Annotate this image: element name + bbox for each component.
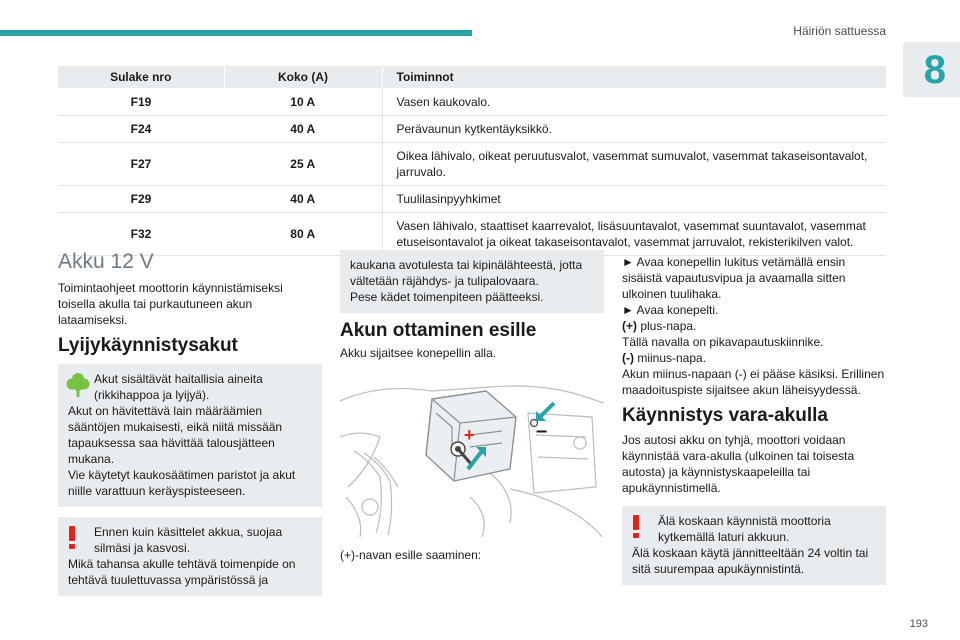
fuse-number: F32 [58, 212, 224, 255]
fuse-number: F29 [58, 185, 224, 212]
plus-terminal-mark: + [464, 425, 475, 445]
jump-warning-line2: Älä koskaan käytä jännitteeltään 24 voltin tai sitä suurempaa apukäynnistintä. [632, 546, 869, 576]
warning-line1: Ennen kuin käsittelet akkua, suojaa silmäsi ja kasvosi. [94, 525, 283, 555]
step-open-bonnet: ► Avaa konepelti. [622, 303, 719, 317]
access-battery-heading: Akun ottaminen esille [340, 320, 537, 341]
environment-line2: Akut on hävitettävä lain määräämien sääntöjen mukaisesti, eikä niitä missään tapauksessa saa hävittää talousjätteen mukana. [68, 404, 283, 466]
column-header: Toiminnot [382, 66, 886, 88]
jump-warning-line1: Älä koskaan käynnistä moottoria kytkemällä laturi akkuun. [658, 514, 831, 544]
table-row [58, 88, 886, 115]
fuse-table [58, 66, 886, 256]
fuse-number: F19 [58, 88, 224, 115]
column-header: Koko (A) [224, 66, 382, 88]
environment-note [58, 364, 322, 507]
warning-icon [630, 513, 642, 539]
minus-label: (-) [622, 351, 634, 365]
fuse-number: F24 [58, 115, 224, 142]
warning-line2: Mikä tahansa akulle tehtävä toimenpide on tehtävä tuulettuvassa ympäristössä ja [68, 557, 296, 587]
warning-continued-line1: kaukana avotulesta tai kipinälähteestä, jotta vältetään räjähdys- ja tulipalovaara. [350, 258, 583, 288]
minus-terminal-mark: – [536, 420, 548, 442]
warning-note [58, 517, 322, 596]
environment-line3: Vie käytetyt kaukosäätimen paristot ja akut niille varattuun keräyspisteeseen. [68, 468, 296, 498]
right-column [622, 254, 886, 585]
battery-heading: Akku 12 V [58, 250, 154, 273]
fuse-function: Tuulilasinpyyhkimet [382, 185, 886, 212]
fuse-size: 80 A [224, 212, 382, 255]
warning-icon [66, 524, 78, 550]
battery-illustration [340, 377, 604, 537]
left-column [58, 250, 322, 596]
middle-column [340, 250, 604, 563]
table-header-row [58, 66, 886, 88]
environment-line1: Akut sisältävät haitallisia aineita (rikkihappoa ja lyijyä). [94, 372, 263, 402]
plus-text: plus-napa. [637, 319, 697, 333]
fuse-function: Vasen kaukovalo. [382, 88, 886, 115]
plus-label: (+) [622, 319, 637, 333]
battery-intro: Toimintaohjeet moottorin käynnistämiseksi toisella akulla tai purkautuneen akun lataamiseksi. [58, 281, 283, 327]
minus-text: miinus-napa. [634, 351, 707, 365]
plus-description: Tällä navalla on pikavapautuskiinnike. [622, 335, 824, 349]
table-row [58, 185, 886, 212]
fuse-function: Perävaunun kytkentäyksikkö. [382, 115, 886, 142]
warning-note-jump-start [622, 506, 886, 585]
table-row [58, 142, 886, 185]
step-open-bonnet-lock: ► Avaa konepellin lukitus vetämällä ensin sisäistä vapautusvipua ja avaamalla sitten ulkoinen tuulihaka. [622, 255, 846, 301]
image-caption: (+)-navan esille saaminen: [340, 548, 482, 562]
tree-icon [66, 371, 90, 399]
fuse-function: Oikea lähivalo, oikeat peruutusvalot, vasemmat sumuvalot, vasemmat takaseisontavalot, jarruvalo. [382, 142, 886, 185]
fuse-size: 40 A [224, 185, 382, 212]
fuse-number: F27 [58, 142, 224, 185]
warning-continued-line2: Pese kädet toimenpiteen päätteeksi. [350, 290, 544, 304]
battery-location-text: Akku sijaitsee konepellin alla. [340, 346, 497, 360]
minus-description: Akun miinus-napaan (-) ei pääse käsiksi. Erillinen maadoituspiste sijaitsee akun läheisyydessä. [622, 367, 885, 397]
jump-start-heading: Käynnistys vara-akulla [622, 405, 828, 426]
header-accent-bar [0, 30, 472, 36]
fuse-size: 10 A [224, 88, 382, 115]
column-header: Sulake nro [58, 66, 224, 88]
warning-note-continued [340, 250, 604, 313]
page-number: 193 [909, 618, 928, 630]
plus-terminal-line [622, 318, 886, 334]
table-row [58, 212, 886, 255]
jump-start-text: Jos autosi akku on tyhjä, moottori voidaan käynnistää vara-akulla (ulkoinen tai toisesta autosta) ja käynnistyskaapeleilla tai apukäynnistimellä. [622, 433, 855, 495]
chapter-number: 8 [923, 48, 946, 92]
battery-engine-drawing [340, 377, 604, 537]
minus-terminal-line [622, 350, 886, 366]
fuse-function: Vasen lähivalo, staattiset kaarrevalot, lisäsuuntavalot, vasemmat suuntavalot, vasemmat etuseisontavalot ja oikeat takaseisontavalot, vasemmat jarruvalot, rekisterikilven valot. [382, 212, 886, 255]
fuse-size: 40 A [224, 115, 382, 142]
table-row [58, 115, 886, 142]
section-title: Häiriön sattuessa [793, 24, 886, 38]
lead-acid-heading: Lyijykäynnistysakut [58, 335, 238, 356]
fuse-size: 25 A [224, 142, 382, 185]
